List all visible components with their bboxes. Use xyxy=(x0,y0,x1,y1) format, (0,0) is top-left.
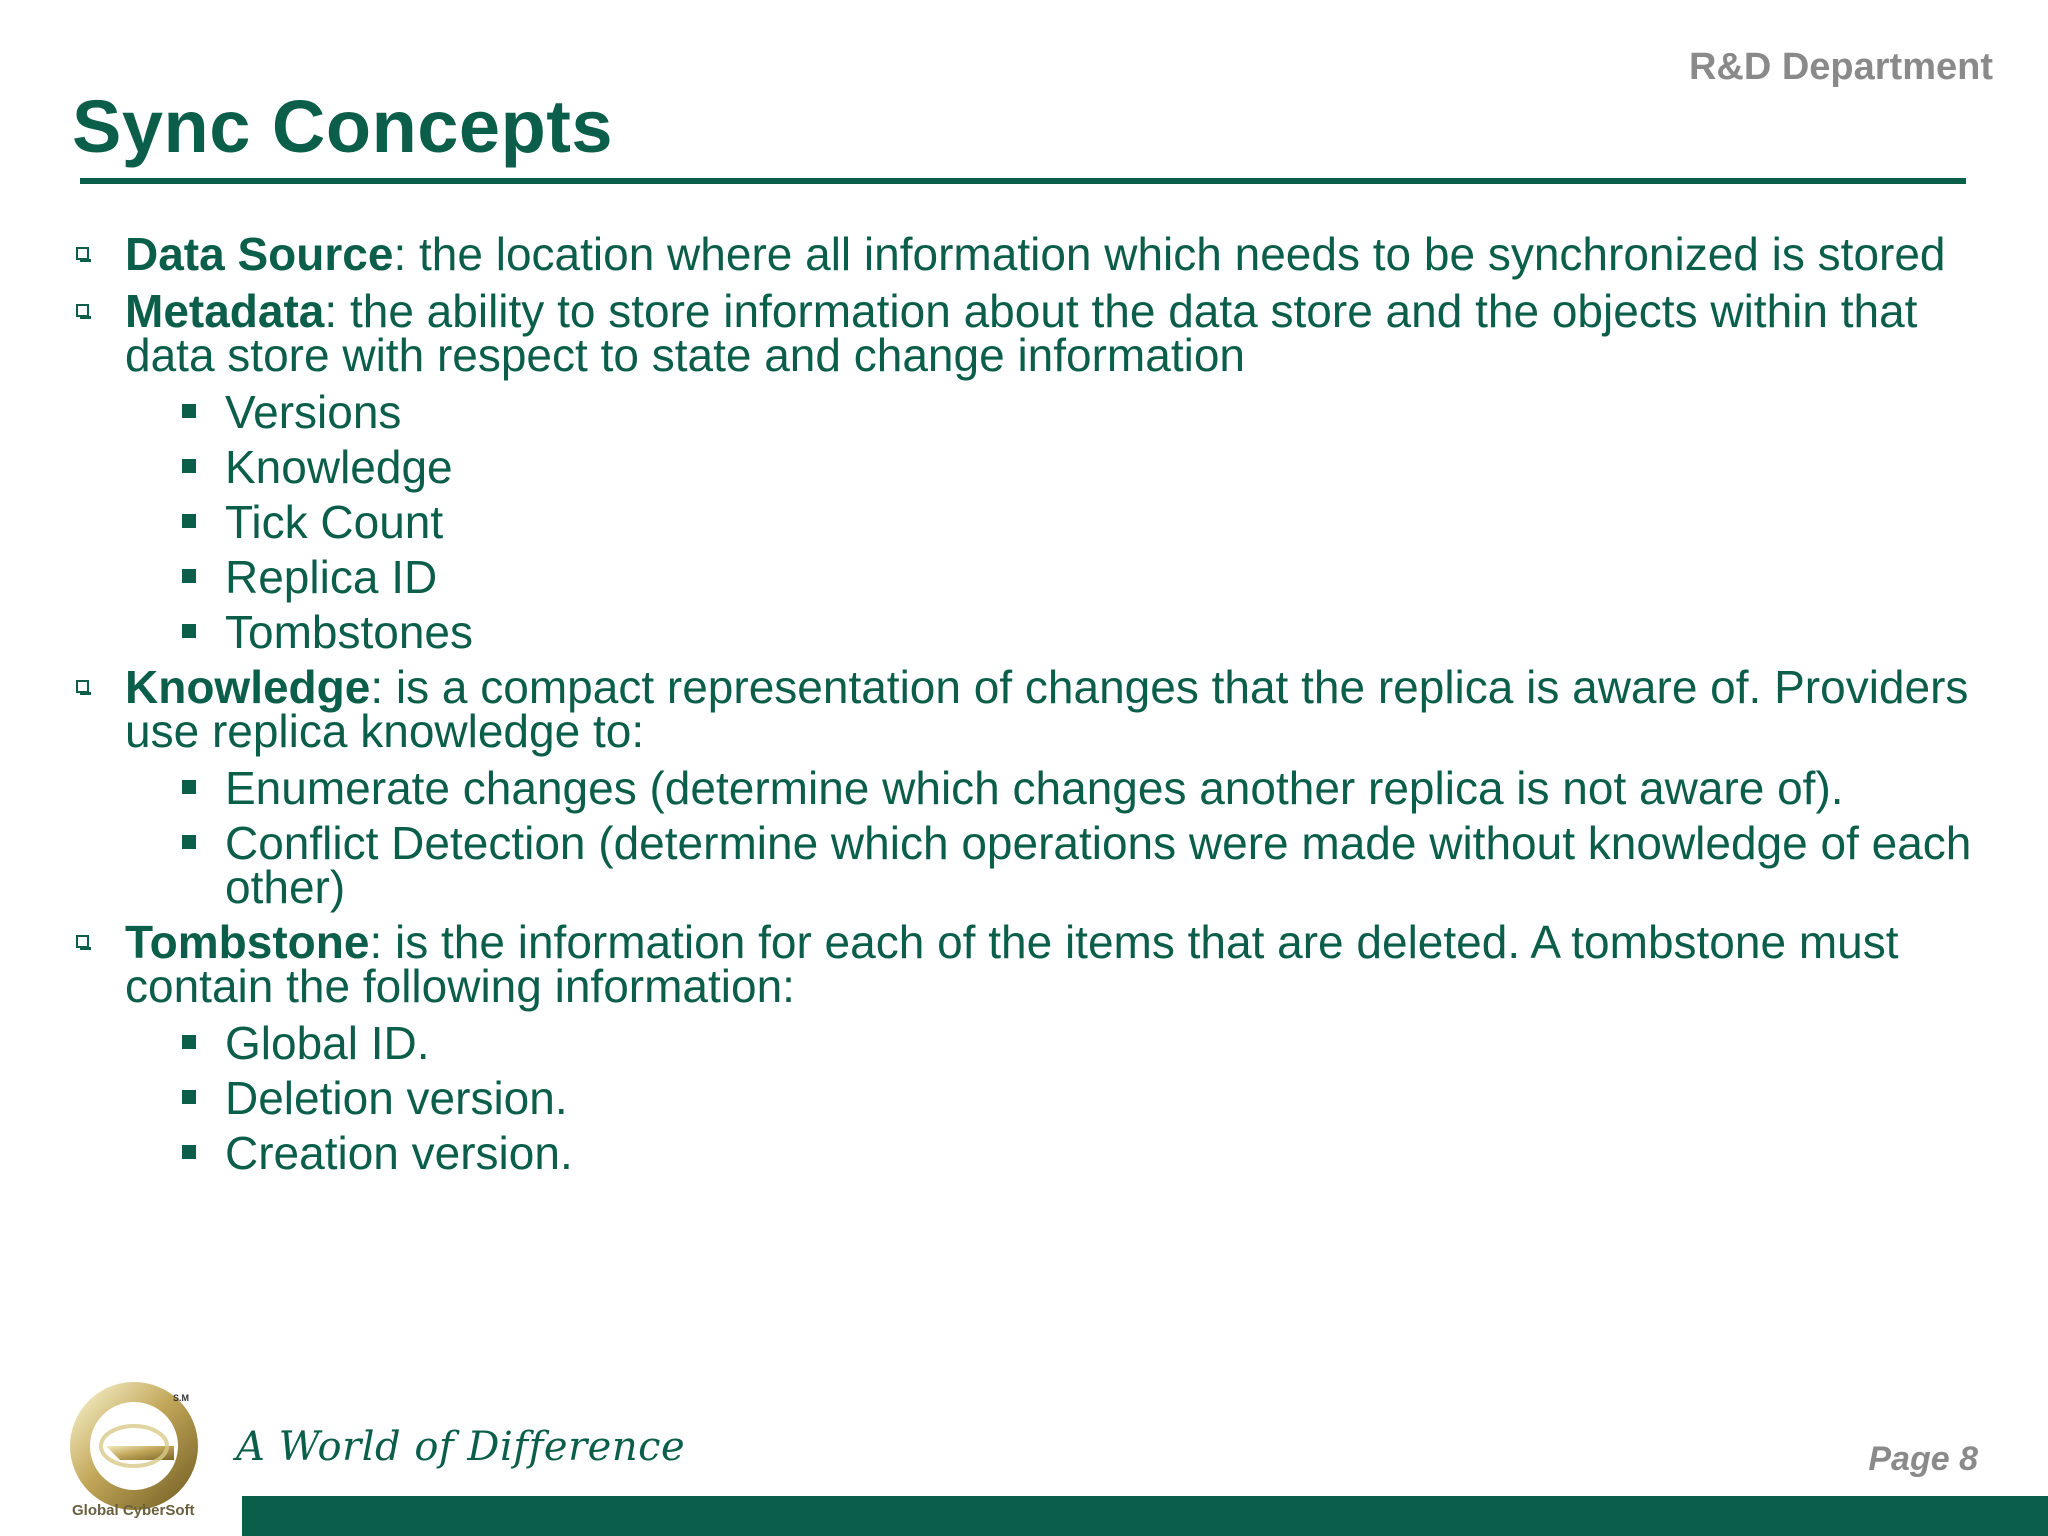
slide-title: Sync Concepts xyxy=(72,85,614,168)
list-item xyxy=(70,441,1990,493)
filled-square-bullet-icon xyxy=(182,780,196,794)
list-item-label: Knowledge xyxy=(225,441,453,493)
filled-square-bullet-icon xyxy=(182,1090,196,1104)
filled-square-bullet-icon xyxy=(182,1035,196,1049)
filled-square-bullet-icon xyxy=(182,835,196,849)
filled-square-bullet-icon xyxy=(182,624,196,638)
list-item xyxy=(70,551,1990,603)
list-item-label: Enumerate changes (determine which changes another replica is not aware of). xyxy=(225,762,1844,814)
bullet-knowledge xyxy=(70,661,1990,757)
filled-square-bullet-icon xyxy=(182,404,196,418)
metadata-sublist xyxy=(70,386,1990,658)
bullet-text: : is the information for each of the items that are deleted. A tombstone must contain the following information: xyxy=(125,916,1899,1012)
bullet-text: : the ability to store information about the data store and the objects within that data store with respect to state and change information xyxy=(125,285,1918,381)
list-item-label: Versions xyxy=(225,386,402,438)
filled-square-bullet-icon xyxy=(182,569,196,583)
department-label: R&D Department xyxy=(1688,46,1993,88)
list-item-label: Creation version. xyxy=(225,1127,573,1179)
bullet-term: Knowledge xyxy=(125,661,371,713)
bullet-text: : is a compact representation of changes that the replica is aware of. Providers use replica knowledge to: xyxy=(125,661,1969,757)
hollow-square-bullet-icon xyxy=(76,304,89,317)
filled-square-bullet-icon xyxy=(182,1145,196,1159)
footer-bar xyxy=(242,1496,2048,1536)
bullet-term: Tombstone xyxy=(125,916,370,968)
list-item xyxy=(70,762,1990,814)
tagline: A World of Difference xyxy=(236,1424,686,1470)
list-item xyxy=(70,386,1990,438)
page-number: Page 8 xyxy=(1868,1440,1978,1478)
list-item-label: Tombstones xyxy=(225,606,474,658)
list-item xyxy=(70,1072,1990,1124)
list-item-label: Global ID. xyxy=(225,1017,430,1069)
list-item xyxy=(70,606,1990,658)
bullet-tombstone xyxy=(70,916,1990,1012)
list-item-label: Conflict Detection (determine which operations were made without knowledge of each other) xyxy=(225,817,1972,913)
list-item-label: Replica ID xyxy=(225,551,438,603)
list-item-label: Tick Count xyxy=(225,496,444,548)
filled-square-bullet-icon xyxy=(182,459,196,473)
service-mark: S.M xyxy=(173,1393,190,1403)
slide-content xyxy=(70,228,1990,1186)
list-item-label: Deletion version. xyxy=(225,1072,568,1124)
hollow-square-bullet-icon xyxy=(76,935,89,948)
bullet-metadata xyxy=(70,285,1990,381)
bullet-data-source xyxy=(70,228,1990,280)
knowledge-sublist xyxy=(70,762,1990,913)
title-underline xyxy=(80,178,1966,184)
bullet-term: Data Source xyxy=(125,228,394,280)
hollow-square-bullet-icon xyxy=(76,247,89,260)
list-item xyxy=(70,1127,1990,1179)
company-name: Global CyberSoft xyxy=(72,1502,195,1519)
list-item xyxy=(70,817,1990,913)
list-item xyxy=(70,496,1990,548)
filled-square-bullet-icon xyxy=(182,514,196,528)
bullet-text: : the location where all information which needs to be synchronized is stored xyxy=(393,228,1946,280)
bullet-term: Metadata xyxy=(125,285,325,337)
list-item xyxy=(70,1017,1990,1069)
tombstone-sublist xyxy=(70,1017,1990,1179)
hollow-square-bullet-icon xyxy=(76,680,89,693)
